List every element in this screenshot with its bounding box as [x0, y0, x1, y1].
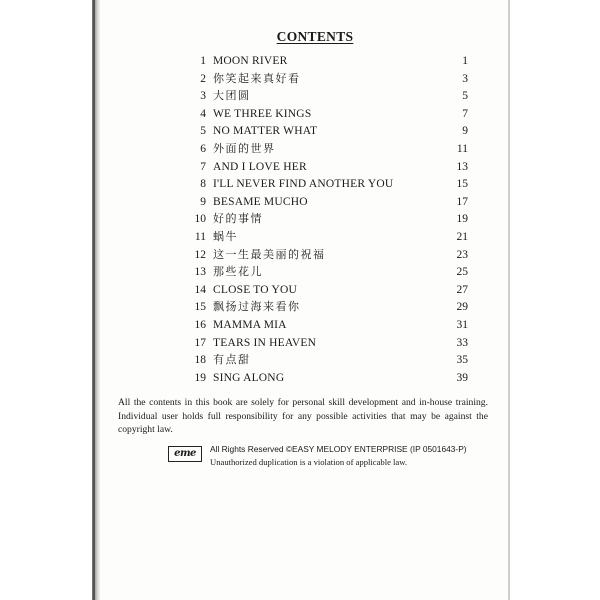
toc-entry-number: 11: [194, 231, 206, 243]
toc-entry: [180, 87, 480, 105]
toc-entry-number: 3: [200, 90, 206, 103]
toc-entry-title: 飘扬过海来看你: [213, 300, 301, 314]
toc-entry-title: MAMMA MIA: [213, 319, 287, 331]
toc-entry-number: 4: [200, 107, 206, 120]
toc-entry-title: 大团圆: [213, 89, 251, 103]
toc-entry-title: 外面的世界: [213, 142, 276, 155]
publisher-logo: eme: [168, 446, 202, 462]
toc-entry: [180, 105, 480, 123]
toc-entry-number: 17: [194, 336, 206, 349]
toc-entry-page: 7: [462, 107, 468, 120]
toc-entry-page: 31: [456, 319, 468, 331]
toc-entry: [180, 122, 480, 140]
toc-entry-page: 23: [456, 248, 468, 261]
toc-entry: [180, 158, 480, 176]
toc-entry-page: 33: [456, 336, 468, 349]
contents-title: CONTENTS: [276, 29, 354, 44]
toc-entry: [180, 281, 480, 299]
rights-notice: [210, 443, 490, 469]
toc-entry-number: 16: [194, 319, 206, 331]
toc-entry-page: 9: [462, 125, 468, 138]
toc-entry: [180, 298, 480, 316]
toc-entry: [180, 70, 480, 88]
toc-entry-number: 12: [194, 248, 206, 261]
toc-entry-title: BESAME MUCHO: [213, 195, 308, 208]
toc-entry-page: 17: [456, 195, 468, 208]
rights-reserved-line: All Rights Reserved ©EASY MELODY ENTERPRISE (IP 0501643-P): [210, 444, 467, 454]
toc-entry-title: 你笑起来真好看: [213, 71, 301, 85]
toc-entry-number: 18: [194, 354, 206, 367]
toc-entry-page: 11: [456, 143, 468, 155]
toc-entry-title: SING ALONG: [213, 371, 285, 384]
copyright-disclaimer: All the contents in this book are solely for personal skill development and in-house training. Individual user holds full responsibility for any possible activities that may be against the copyright law.: [118, 397, 488, 436]
toc-entry-title: 蜗牛: [213, 230, 238, 243]
toc-entry-title: I'LL NEVER FIND ANOTHER YOU: [213, 178, 394, 191]
toc-entry: [180, 175, 480, 193]
toc-entry-page: 27: [456, 283, 468, 296]
toc-entry-page: 15: [456, 178, 468, 191]
duplication-warning-line: Unauthorized duplication is a violation of applicable law.: [210, 457, 408, 467]
toc-entry-title: MOON RIVER: [213, 55, 288, 67]
toc-entry-number: 19: [194, 371, 206, 384]
page-right-edge: [508, 0, 510, 600]
toc-entry-number: 8: [200, 178, 206, 191]
toc-entry: [180, 193, 480, 211]
toc-entry-number: 6: [200, 143, 206, 155]
toc-entry-title: 好的事情: [213, 212, 263, 226]
toc-entry-page: 3: [462, 72, 468, 85]
toc-entry-title: 有点甜: [213, 353, 251, 367]
toc-entry-page: 25: [456, 266, 468, 279]
toc-entry-number: 1: [200, 55, 206, 67]
toc-entry-page: 35: [456, 354, 468, 367]
toc-entry-number: 5: [200, 125, 206, 138]
toc-entry: [180, 210, 480, 228]
toc-entry: [180, 246, 480, 264]
toc-entry-page: 1: [462, 55, 468, 67]
toc-entry-page: 39: [456, 371, 468, 384]
toc-entry: [180, 351, 480, 369]
toc-entry-page: 5: [462, 90, 468, 103]
toc-entry-page: 29: [456, 301, 468, 314]
toc-entry-number: 7: [200, 160, 206, 173]
toc-entry: [180, 316, 480, 334]
toc-entry-page: 21: [456, 231, 468, 243]
toc-entry-title: TEARS IN HEAVEN: [213, 336, 317, 349]
toc-entry: [180, 334, 480, 352]
toc-entry-title: AND I LOVE HER: [213, 160, 307, 173]
toc-entry-title: WE THREE KINGS: [213, 107, 312, 120]
toc-entry-number: 9: [200, 195, 206, 208]
toc-entry: [180, 228, 480, 246]
toc-entry-title: NO MATTER WHAT: [213, 125, 318, 138]
toc-entry-title: 这一生最美丽的祝福: [213, 247, 326, 261]
toc-entry: [180, 140, 480, 158]
toc-entry-number: 2: [200, 72, 206, 85]
toc-entry-number: 10: [194, 213, 206, 226]
toc-entry-title: 那些花儿: [213, 265, 263, 279]
toc-entry-page: 19: [456, 213, 468, 226]
toc-entry-number: 15: [194, 301, 206, 314]
toc-entry: [180, 263, 480, 281]
toc-entry: [180, 52, 480, 70]
page-binding-edge: [92, 0, 100, 600]
toc-entry-page: 13: [456, 160, 468, 173]
toc-entry-title: CLOSE TO YOU: [213, 283, 297, 296]
toc-entry-number: 14: [194, 283, 206, 296]
toc-entry: [180, 369, 480, 387]
toc-entry-number: 13: [194, 266, 206, 279]
